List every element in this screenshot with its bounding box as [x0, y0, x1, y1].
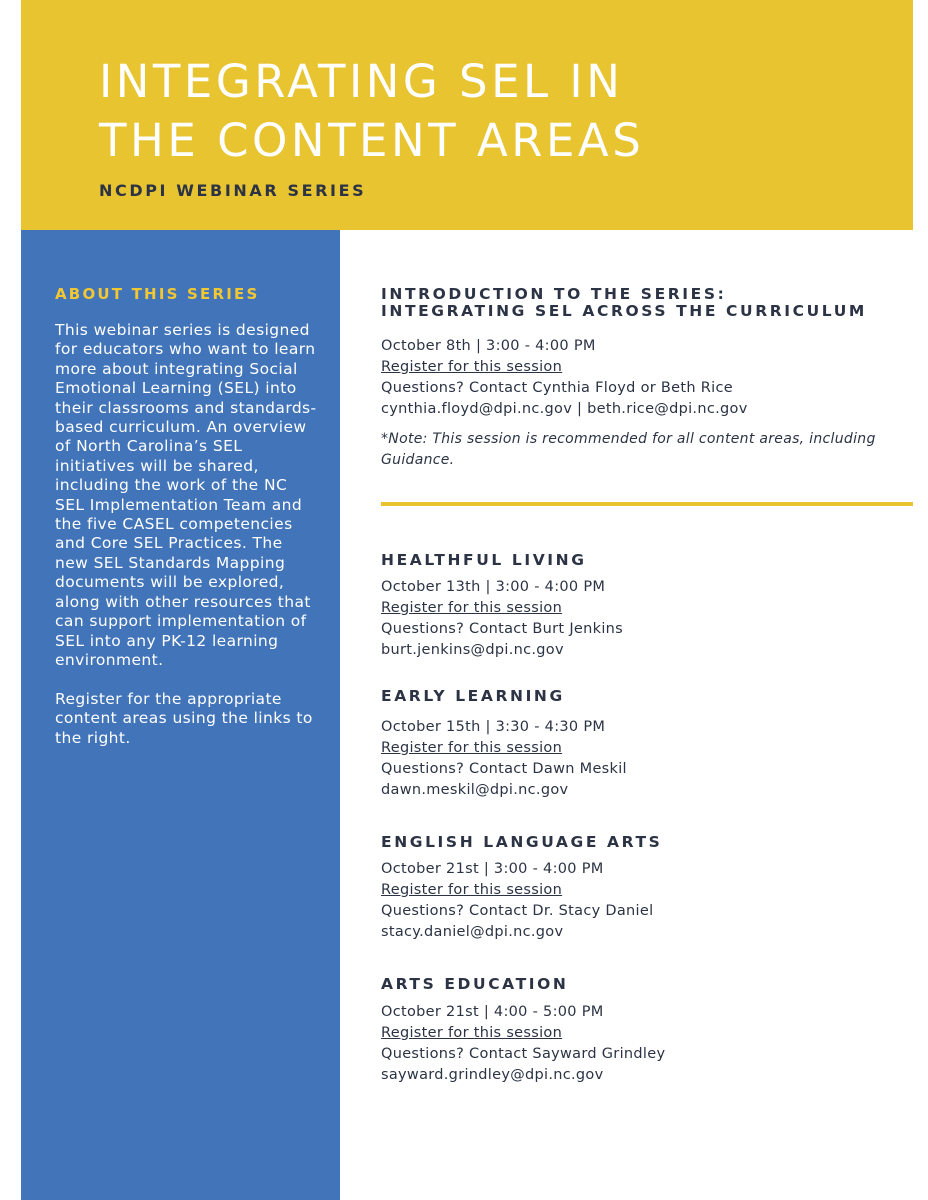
- session-healthful-living-contact: Questions? Contact Burt Jenkins: [381, 621, 623, 637]
- about-heading: ABOUT THIS SERIES: [55, 285, 260, 303]
- session-intro-title: [381, 286, 921, 320]
- session-healthful-living-email: burt.jenkins@dpi.nc.gov: [381, 642, 564, 658]
- session-intro-email: cynthia.floyd@dpi.nc.gov | beth.rice@dpi.nc.gov: [381, 401, 748, 417]
- session-english-language-arts-register-link[interactable]: Register for this session: [381, 882, 563, 898]
- session-english-language-arts-date: October 21st | 3:00 - 4:00 PM: [381, 861, 604, 877]
- session-english-language-arts: [381, 834, 921, 943]
- session-early-learning-date: October 15th | 3:30 - 4:30 PM: [381, 719, 606, 735]
- session-arts-education-date: October 21st | 4:00 - 5:00 PM: [381, 1004, 604, 1020]
- session-arts-education: [381, 976, 921, 1086]
- session-intro-title-line-1: INTRODUCTION TO THE SERIES:: [381, 285, 727, 303]
- session-healthful-living-register-link[interactable]: Register for this session: [381, 600, 563, 616]
- session-healthful-living-date: October 13th | 3:00 - 4:00 PM: [381, 579, 606, 595]
- session-arts-education-contact: Questions? Contact Sayward Grindley: [381, 1046, 666, 1062]
- session-intro-note: *Note: This session is recommended for all content areas, including Guidance.: [381, 431, 876, 468]
- session-intro-title-line-2: INTEGRATING SEL ACROSS THE CURRICULUM: [381, 302, 867, 320]
- title-line-2: THE CONTENT AREAS: [99, 114, 645, 167]
- session-english-language-arts-contact: Questions? Contact Dr. Stacy Daniel: [381, 903, 654, 919]
- page-subtitle: NCDPI WEBINAR SERIES: [99, 181, 367, 200]
- session-healthful-living: [381, 552, 921, 661]
- session-english-language-arts-email: stacy.daniel@dpi.nc.gov: [381, 924, 564, 940]
- session-early-learning-contact: Questions? Contact Dawn Meskil: [381, 761, 627, 777]
- session-intro: [381, 286, 921, 471]
- section-divider: [381, 502, 913, 506]
- session-intro-register-link[interactable]: Register for this session: [381, 359, 563, 375]
- session-arts-education-email: sayward.grindley@dpi.nc.gov: [381, 1067, 604, 1083]
- session-healthful-living-title: HEALTHFUL LIVING: [381, 551, 587, 569]
- session-intro-date: October 8th | 3:00 - 4:00 PM: [381, 338, 596, 354]
- session-early-learning: [381, 688, 921, 801]
- session-arts-education-title: ARTS EDUCATION: [381, 975, 569, 993]
- title-line-1: INTEGRATING SEL IN: [99, 55, 624, 108]
- page-title: [99, 52, 859, 170]
- session-early-learning-email: dawn.meskil@dpi.nc.gov: [381, 782, 569, 798]
- session-intro-contact: Questions? Contact Cynthia Floyd or Beth Rice: [381, 380, 733, 396]
- session-early-learning-title: EARLY LEARNING: [381, 687, 565, 705]
- session-arts-education-register-link[interactable]: Register for this session: [381, 1025, 563, 1041]
- session-english-language-arts-title: ENGLISH LANGUAGE ARTS: [381, 833, 663, 851]
- about-body: This webinar series is designed for educators who want to learn more about integrating Social Emotional Learning (SEL) into their classrooms and standards-based curriculum. An overview of North Carolina’s SEL initiatives will be shared, including the work of the NC SEL Implementation Team and the five CASEL competencies and Core SEL Practices. The new SEL Standards Mapping documents will be explored, along with other resources that can support implementation of SEL into any PK-12 learning environment. Register for the appropriate content areas using the links to the right.: [55, 321, 317, 747]
- session-early-learning-register-link[interactable]: Register for this session: [381, 740, 563, 756]
